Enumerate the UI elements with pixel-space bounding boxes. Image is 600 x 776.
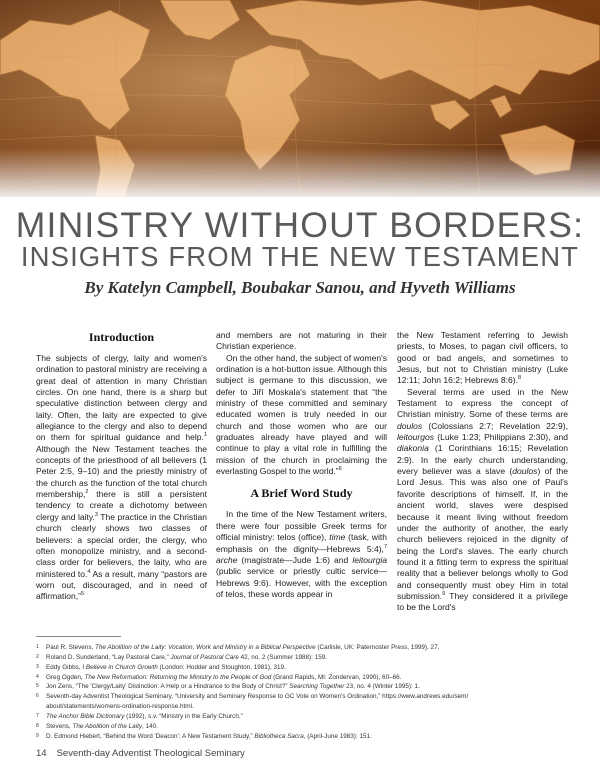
footnote-continuation: about/statements/womens-ordination-response.html. — [46, 703, 194, 711]
paragraph: Several terms are used in the New Testament to express the concept of Christian ministry. Some of these terms are doulos (Colossians 2:7; Revelation 22:9), leitourgos (Luke 1:23; Philippians 2:30), and diakonia (1 Corinthians 16:15; Revelation 2:9). In the early church understanding, every believer was a slave (doulos) of the Lord Jesus. This was also one of Paul's favorite descriptions of himself. If, in the ancient world, slaves were despised because it meant living without freedom under the authority of another, the early church believers rejoiced in the dignity of being the Lord's slaves. The early church found it a fitting term to express the spiritual reality that a believer belongs wholly to God and consequently must obey Him in total submission.$^9$ They considered it a privilege to be the Lord's — [397, 386, 568, 613]
footnote-ref[interactable]: 3 — [94, 511, 98, 518]
article-title-line-1: MINISTRY WITHOUT BORDERS: — [15, 205, 585, 245]
section-heading-introduction: Introduction — [88, 330, 155, 344]
footnote-ref[interactable]: 5 — [80, 591, 85, 598]
paragraph: The subjects of clergy, laity and women's ordination to pastoral ministry are receiving a great deal of attention in many Christian circles. On one hand, there is a sharp but speculative distinction between clergy and laity. Often, the laity are expected to give allegiance to the clergy and also to depend on them for spiritual guidance and help.$^1$ Although the New Testament teaches the concepts of the priesthood of all believers (1 Peter 2:5, 9–10) and the priestly ministry of the church as the function of the total church membership,$^2$ there is still a persistent tendency to create a dichotomy between clergy and laity.$^3$ The practice in the Christian church clearly shows two classes of believers: a special order, the clergy, who often monopolize ministry, and a second-class order for believers, the laity, who are ministered to.$^4$ As a result, many “pastors are worn out, discouraged, and in need of affirmation,”$^5$ — [36, 353, 207, 602]
footnote: 3 Eddy Gibbs, I Believe in Church Growth (London: Hodder and Stoughton, 1981), 319. — [36, 663, 286, 671]
article-title-line-2: INSIGHTS FROM THE NEW TESTAMENT — [20, 241, 580, 272]
paragraph: On the other hand, the subject of women's ordination is a hot-button issue. Although this subject is germane to this discussion, we defer to Jiří Moskala's statement that “the ministry of these committed and seminary educated women is truly needed in our church and those women who are our graduates already have played and will continue to play a vital role in fulfilling the mission of the church in proclaiming the everlasting Gospel to the world.”$^6$ — [216, 352, 387, 477]
page-footer — [36, 748, 245, 759]
footnote: 9 D. Edmond Hiebert, “Behind the Word 'Deacon': A New Testament Study,” Bibliotheca Sacra, (April-June 1983): 151. — [36, 732, 372, 740]
paragraph: the New Testament referring to Jewish priests, to Moses, to pagan civil officers, to good or bad angels, and sometimes to Jesus, but not to Christian ministry (Luke 12:11; John 16:2; Hebrews 8:6).$^8$ — [397, 330, 568, 386]
column-2 — [216, 330, 387, 600]
footnote-ref[interactable]: 7 — [383, 543, 387, 550]
footnote-ref[interactable]: 8 — [518, 375, 522, 382]
footnote: 7 The Anchor Bible Dictionary (1992), s.v. “Ministry in the Early Church.” — [36, 712, 243, 720]
footnote-ref[interactable]: 4 — [87, 568, 91, 575]
column-1 — [36, 330, 207, 603]
column-3 — [397, 330, 568, 614]
paragraph: In the time of the New Testament writers, there were four possible Greek terms for official ministry: telos (office), time (task, with emphasis on the dignity—Hebrews 5:4),$^7$ arche (magistrate—Jude 1:6) and leitourgia (public service or priestly cultic service—Hebrews 9:6). However, with the exception of telos, these words appear in — [216, 509, 387, 599]
footnote: 1 Paul R. Stevens, The Abolition of the Laity: Vocation, Work and Ministry in a Biblical Perspective (Carlisle, UK: Paternoster Press, 1999), 27. — [36, 644, 440, 651]
footnote-ref[interactable]: 1 — [203, 432, 207, 439]
publication-name: Seventh-day Adventist Theological Seminary — [56, 748, 245, 759]
byline: By Katelyn Campbell, Boubakar Sanou, and Hyveth Williams — [84, 278, 516, 297]
world-map-banner — [0, 0, 600, 197]
footnote-divider — [36, 636, 121, 637]
footnote-ref[interactable]: 6 — [338, 466, 342, 473]
footnote-ref[interactable]: 9 — [442, 591, 446, 598]
page-number: 14 — [36, 748, 47, 759]
footnote: 5 Jon Zens, “The 'Clergy/Laity' Distinction: A Help or a Hindrance to the Body of Christ?” Searching Together 23, no. 4 (Winter 1995): 1. — [36, 683, 420, 691]
footnote: 4 Greg Ogden, The New Reformation: Returning the Ministry to the People of God (Grand Rapids, MI: Zondervan, 1990), 60–66. — [36, 673, 402, 681]
footnotes — [36, 643, 566, 741]
world-map-image — [0, 0, 600, 197]
section-heading-word-study: A Brief Word Study — [250, 486, 353, 501]
footnote: 6 Seventh-day Adventist Theological Seminary, “University and Seminary Response to GC Vote on Women's Ordination,” https://www.andrews.edu/sem/ — [36, 693, 469, 701]
footnote: 8 Stevens, The Abolition of the Laity, 140. — [36, 722, 158, 730]
footnote-ref[interactable]: 2 — [85, 489, 89, 496]
paragraph: and members are not maturing in their Christian experience. — [216, 330, 387, 352]
footnote: 2 Roland D. Sunderland, “Lay Pastoral Care,” Journal of Pastoral Care 42, no. 2 (Summer 1988): 159. — [36, 653, 328, 661]
